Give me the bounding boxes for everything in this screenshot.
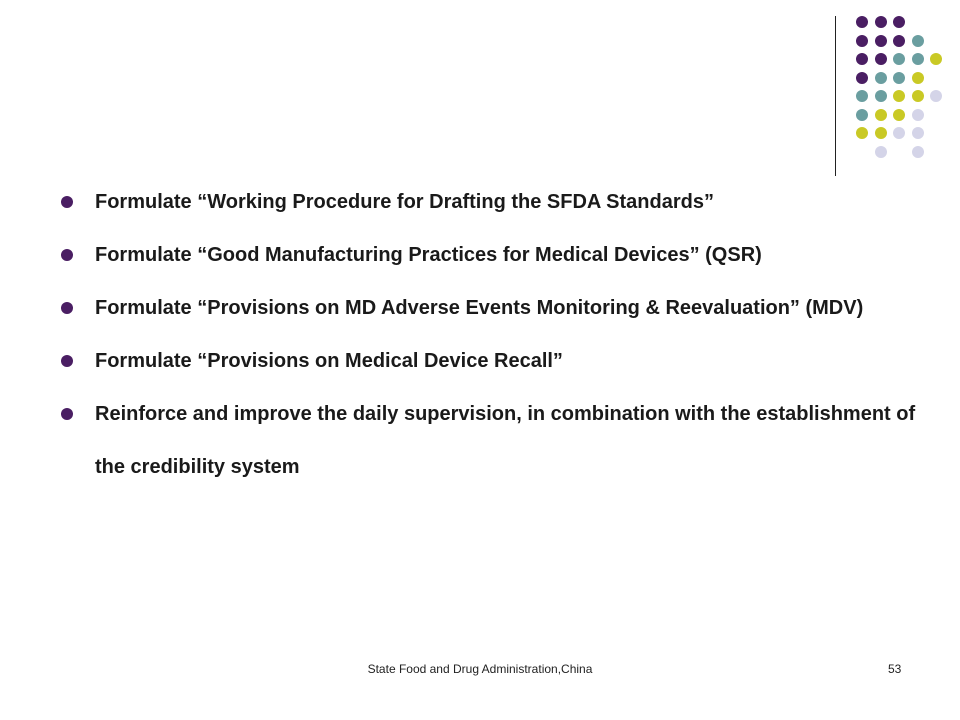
decorative-dot [875,72,887,84]
decorative-dot [893,16,905,28]
decorative-dot [912,72,924,84]
decorative-dot [893,127,905,139]
bullet-item [60,282,920,335]
bullet-dot-icon [61,249,73,261]
footer-text: State Food and Drug Administration,China [367,662,593,676]
decorative-dot [912,90,924,102]
bullet-dot-icon [61,302,73,314]
decorative-dot [875,127,887,139]
decorative-dot [912,109,924,121]
decorative-dot [856,35,868,47]
bullet-dot-icon [61,408,73,420]
bullet-text: Formulate “Good Manufacturing Practices for Medical Devices” (QSR) [95,244,762,266]
bullet-text: Formulate “Working Procedure for Drafting the SFDA Standards” [95,191,714,213]
decorative-dot [912,146,924,158]
bullet-dot-icon [61,355,73,367]
decorative-dot [856,109,868,121]
decorative-dot-grid [0,0,960,170]
decorative-dot [856,53,868,65]
decorative-dot [875,90,887,102]
decorative-dot [930,53,942,65]
decorative-dot [856,90,868,102]
decorative-dot [856,127,868,139]
decorative-dot [912,127,924,139]
decorative-dot [893,35,905,47]
decorative-dot [875,53,887,65]
decorative-dot [875,146,887,158]
decorative-dot [912,35,924,47]
bullet-dot-icon [61,196,73,208]
decorative-dot [875,109,887,121]
page-number: 53 [888,662,902,676]
bullet-item [60,229,920,282]
decorative-dot [893,53,905,65]
decorative-dot [930,90,942,102]
bullet-text: Formulate “Provisions on MD Adverse Events Monitoring & Reevaluation” (MDV) [95,297,864,319]
bullet-text: Formulate “Provisions on Medical Device Recall” [95,350,563,372]
decorative-dot [912,53,924,65]
bullet-item [60,388,920,494]
bullet-list [60,176,920,494]
decorative-dot [875,16,887,28]
decorative-dot [875,35,887,47]
decorative-dot [856,72,868,84]
bullet-item [60,176,920,229]
decorative-dot [856,16,868,28]
bullet-item [60,335,920,388]
decorative-dot [893,72,905,84]
decorative-dot [893,109,905,121]
bullet-text: Reinforce and improve the daily supervision, in combination with the establishment of the credibility system [95,403,916,478]
decorative-dot [893,90,905,102]
